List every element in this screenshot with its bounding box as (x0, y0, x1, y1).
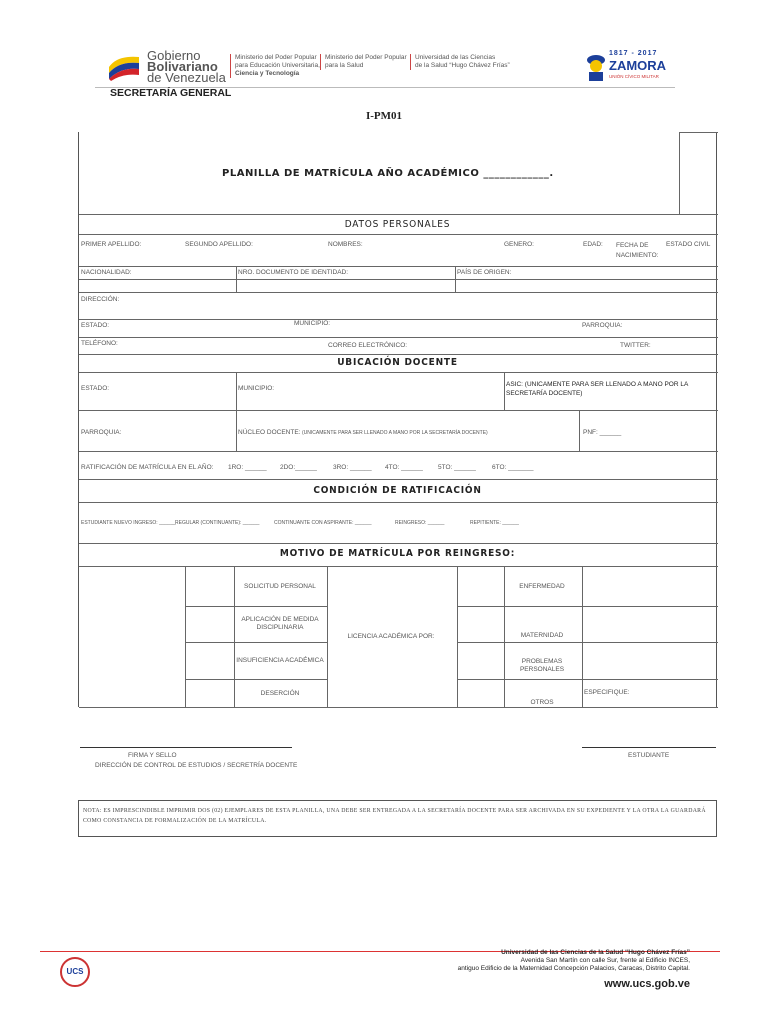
licencia-academica-label: LICENCIA ACADÉMICA POR: (347, 633, 435, 640)
nucleo-docente-note: (UNICAMENTE PARA SER LLENADO A MANO POR LA SECRETARÍA DOCENTE) (302, 430, 488, 436)
estado-field[interactable]: ESTADO: (81, 322, 110, 329)
segundo-apellido-field[interactable]: SEGUNDO APELLIDO: (185, 241, 253, 248)
condicion-regular[interactable]: REGULAR (CONTINUANTE): ______ (175, 520, 260, 526)
year-3-field[interactable]: 3RO: ______ (333, 464, 372, 471)
maternidad-option[interactable]: MATERNIDAD (520, 632, 564, 639)
year-2-field[interactable]: 2DO:______ (280, 464, 317, 471)
footer-address: Universidad de las Ciencias de la Salud “Hugo Chávez Frías” Avenida San Martín con calle Sur, frente al Edificio INCES, antiguo Edificio de la Maternidad Concepción Palacios, Caracas, Distrito Capital. (457, 949, 690, 972)
ubicacion-parroquia-field[interactable]: PARROQUIA: (81, 429, 122, 436)
especifique-field[interactable]: ESPECIFIQUE: (584, 689, 630, 696)
ministry-education-label: Ministerio del Poder Popular para Educación Universitaria, Ciencia y Tecnología (230, 54, 320, 78)
firma-sello-label: FIRMA Y SELLO (128, 752, 177, 759)
edad-field[interactable]: EDAD: (583, 241, 603, 248)
year-5-field[interactable]: 5TO: ______ (438, 464, 476, 471)
datos-personales-heading: DATOS PERSONALES (344, 219, 451, 230)
zamora-portrait-icon (585, 52, 607, 82)
form-title: PLANILLA DE MATRÍCULA AÑO ACADÉMICO ____________. (222, 168, 554, 179)
pnf-field[interactable]: PNF: ______ (583, 429, 622, 436)
pais-origen-field[interactable]: PAÍS DE ORIGEN: (457, 269, 512, 276)
institutional-header (95, 44, 675, 88)
problemas-personales-option[interactable]: PROBLEMAS PERSONALES (519, 658, 565, 673)
ubicacion-docente-heading: UBICACIÓN DOCENTE (337, 357, 458, 368)
venezuela-flag-icon (107, 53, 141, 81)
secretaria-general-label: SECRETARÍA GENERAL (110, 87, 232, 99)
year-1-field[interactable]: 1RO: ______ (228, 464, 267, 471)
parroquia-field[interactable]: PARROQUIA: (582, 322, 623, 329)
page-footer (40, 945, 720, 995)
website-link[interactable]: www.ucs.gob.ve (604, 978, 690, 990)
desercion-option[interactable]: DESERCIÓN (260, 690, 300, 697)
zamora-logo: 1817 - 2017 ZAMORA UNIÓN CÍVICO MILITAR (585, 50, 670, 84)
telefono-field[interactable]: TELÉFONO: (81, 340, 118, 347)
estudiante-label: ESTUDIANTE (628, 752, 670, 759)
ucs-logo-icon: UCS (60, 957, 90, 987)
fecha-nacimiento-field[interactable]: FECHA DE NACIMIENTO: (616, 242, 659, 259)
aplicacion-medida-option[interactable]: APLICACIÓN DE MEDIDA DISCIPLINARIA (241, 616, 319, 631)
year-6-field[interactable]: 6TO: _______ (492, 464, 534, 471)
ubicacion-municipio-field[interactable]: MUNICIPIO: (238, 385, 275, 392)
condicion-continuante-aspirante[interactable]: CONTINUANTE CON ASPIRANTE: ______ (274, 520, 372, 526)
nota-text: NOTA: ES IMPRESCINDIBLE IMPRIMIR DOS (02) EJEMPLARES DE ESTA PLANILLA, UNA DEBE SER ENTREGADA A LA SECRETARÍA DOCENTE PARA SER ARCHIVADA EN SU EXPEDIENTE Y LA OTRA LA GUARDARÁ COMO CONSTANCIA DE FORMALIZACIÓN DE LA MATRÍCULA. (83, 808, 706, 824)
solicitud-personal-option[interactable]: SOLICITUD PERSONAL (244, 583, 316, 590)
estado-civil-field[interactable]: ESTADO CIVIL (666, 241, 711, 248)
nombres-field[interactable]: NOMBRES: (328, 241, 363, 248)
condicion-repitiente[interactable]: REPITIENTE: ______ (470, 520, 519, 526)
twitter-field[interactable]: TWITTER: (620, 342, 651, 349)
ubicacion-estado-field[interactable]: ESTADO: (81, 385, 110, 392)
motivo-reingreso-heading: MOTIVO DE MATRÍCULA POR REINGRESO: (279, 548, 516, 559)
direccion-field[interactable]: DIRECCIÓN: (81, 296, 120, 303)
municipio-field[interactable]: MUNICIPIO: (294, 320, 331, 327)
ministry-health-label: Ministerio del Poder Popular para la Salud (320, 54, 407, 70)
form-code: I-PM01 (365, 110, 403, 122)
direccion-control-label: DIRECCIÓN DE CONTROL DE ESTUDIOS / SECRETRÍA DOCENTE (95, 762, 298, 769)
condicion-reingreso[interactable]: REINGRESO: ______ (395, 520, 445, 526)
genero-field[interactable]: GENERO: (504, 241, 534, 248)
condicion-ratificacion-heading: CONDICIÓN DE RATIFICACIÓN (313, 485, 482, 496)
asic-field[interactable]: ASIC: (UNICAMENTE PARA SER LLENADO A MANO POR LA SECRETARÍA DOCENTE) (506, 381, 688, 397)
year-4-field[interactable]: 4TO: ______ (385, 464, 423, 471)
firma-line[interactable] (80, 747, 292, 748)
estudiante-line[interactable] (582, 747, 716, 748)
gobierno-logo-text: Gobierno Bolivariano de Venezuela (147, 48, 226, 85)
nota-box (78, 800, 717, 837)
condicion-nuevo-ingreso[interactable]: ESTUDIANTE NUEVO INGRESO: ______ (81, 520, 176, 526)
ratificacion-label: RATIFICACIÓN DE MATRÍCULA EN EL AÑO: (81, 464, 214, 471)
documento-identidad-field[interactable]: NRO. DOCUMENTO DE IDENTIDAD: (238, 269, 349, 276)
university-label: Universidad de las Ciencias de la Salud “Hugo Chávez Frías” (410, 54, 510, 70)
otros-option[interactable]: OTROS (530, 699, 554, 706)
enfermedad-option[interactable]: ENFERMEDAD (519, 583, 565, 590)
insuficiencia-academica-option[interactable]: INSUFICIENCIA ACADÉMICA (236, 657, 324, 664)
nacionalidad-field[interactable]: NACIONALIDAD: (81, 269, 132, 276)
nucleo-docente-field[interactable]: NÚCLEO DOCENTE: (238, 429, 301, 436)
correo-field[interactable]: CORREO ELECTRÓNICO: (328, 342, 408, 349)
primer-apellido-field[interactable]: PRIMER APELLIDO: (81, 241, 142, 248)
